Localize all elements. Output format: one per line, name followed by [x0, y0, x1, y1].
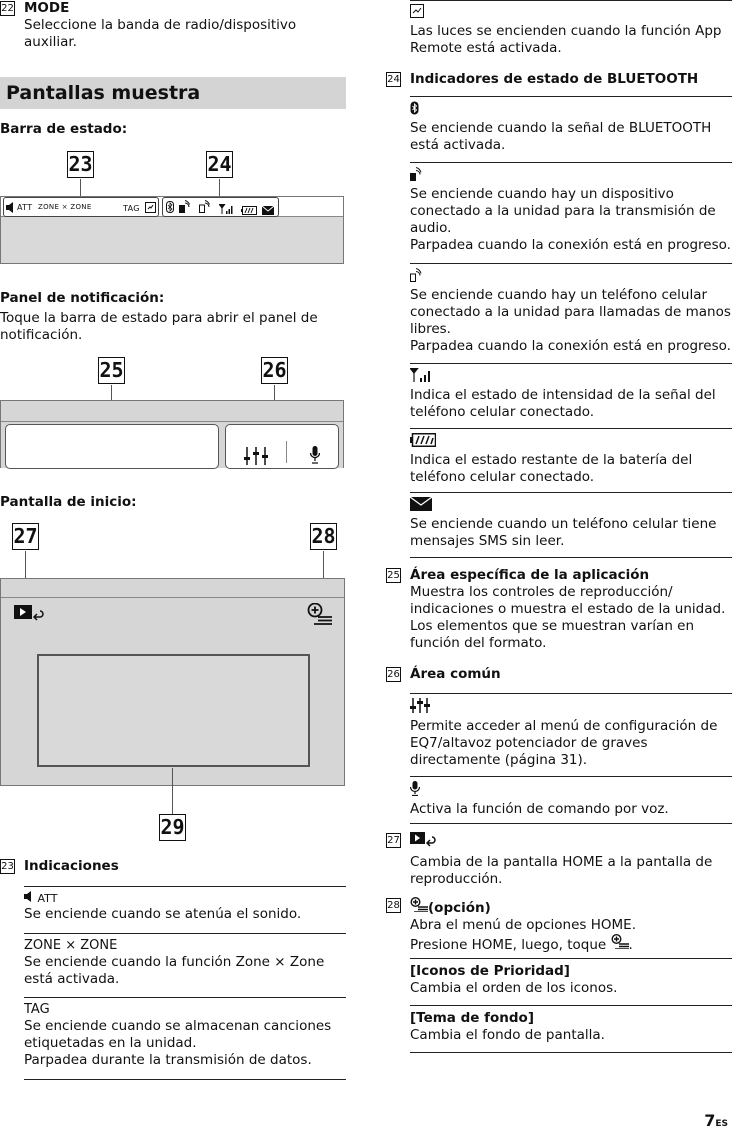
phone-desc: Se enciende cuando hay un teléfono celular conectado a la unidad para llamadas de manos libres.: [410, 287, 731, 337]
item-title: Indicadores de estado de BLUETOOTH: [410, 71, 699, 87]
playback-screen-icon[interactable]: [14, 605, 46, 630]
att-entry: [24, 886, 346, 923]
item-26: [386, 666, 732, 683]
app-remote-entry: [410, 0, 732, 57]
status-bar-heading: Barra de estado:: [0, 121, 128, 137]
tag-desc-2: Parpadea durante la transmisión de datos.: [24, 1052, 312, 1068]
zone-label: ZONE × ZONE: [24, 938, 118, 953]
item-number: 24: [387, 74, 400, 85]
divider: [410, 1052, 732, 1053]
item-number: 27: [387, 835, 400, 846]
bluetooth-icon: [410, 101, 732, 120]
item-22: [0, 0, 346, 51]
app-remote-icon: [145, 201, 156, 218]
tag-label: TAG: [123, 204, 140, 213]
item-27: [386, 832, 732, 888]
callout-25: 25: [99, 358, 124, 382]
priority-title: [Iconos de Prioridad]: [410, 963, 570, 979]
bluetooth-entry: [410, 96, 732, 154]
home-content-area: [37, 654, 310, 767]
indications-area: [3, 197, 159, 217]
zone-label: ZONE × ZONE: [38, 203, 92, 211]
common-area: [225, 424, 339, 469]
status-bar-screen: [0, 196, 344, 264]
playback-screen-icon: [386, 832, 732, 854]
item-title: Área común: [410, 666, 501, 682]
option-icon: [410, 900, 428, 916]
item-23: [0, 858, 346, 875]
callout-24: 24: [207, 152, 232, 176]
home-heading: Pantalla de inicio:: [0, 494, 137, 510]
item-number: 22: [1, 3, 14, 14]
audio-device-desc-2: Parpadea cuando la conexión está en progreso.: [410, 237, 731, 253]
priority-entry: [410, 958, 732, 997]
microphone-icon: [410, 781, 732, 801]
item-title: (opción): [428, 900, 491, 916]
app-remote-icon: [410, 4, 732, 23]
section-title: Pantallas muestra: [0, 77, 346, 109]
audio-device-desc: Se enciende cuando hay un dispositivo conectado a la unidad para la transmisión de audio.: [410, 186, 716, 236]
voice-entry: [410, 776, 732, 818]
item-number: 26: [387, 669, 400, 680]
zone-desc: Se enciende cuando la función Zone × Zone está activada.: [24, 954, 325, 987]
background-desc: Cambia el fondo de pantalla.: [410, 1027, 605, 1043]
item-number: 28: [387, 900, 400, 911]
zone-entry: [24, 933, 346, 988]
tag-entry: [24, 997, 346, 1069]
notification-panel-screen: [0, 400, 344, 468]
item-24: [386, 71, 732, 88]
item-25: [386, 567, 732, 652]
eq-icon: [410, 698, 732, 718]
audio-device-entry: [410, 162, 732, 254]
signal-entry: [410, 363, 732, 421]
item-desc-2-suffix: .: [628, 937, 633, 953]
bluetooth-desc: Se enciende cuando la señal de BLUETOOTH está activada.: [410, 120, 712, 153]
page-lang: ES: [715, 1119, 728, 1129]
sms-icon: [262, 203, 274, 220]
option-icon[interactable]: [307, 603, 333, 630]
signal-desc: Indica el estado de intensidad de la señal del teléfono celular conectado.: [410, 387, 716, 420]
speaker-icon: [24, 892, 34, 905]
audio-device-icon: [179, 200, 190, 218]
item-title: Área específica de la aplicación: [410, 567, 650, 583]
phone-desc-2: Parpadea cuando la conexión está en progreso.: [410, 338, 731, 354]
divider: [410, 823, 732, 824]
callout-27: 27: [13, 524, 38, 548]
leader-line: [172, 768, 173, 814]
notification-desc: Toque la barra de estado para abrir el panel de notificación.: [0, 310, 318, 343]
item-desc: Cambia de la pantalla HOME a la pantalla de reproducción.: [410, 854, 713, 887]
item-desc: Muestra los controles de reproducción/ indicaciones o muestra el estado de la unidad. Los elementos que se muestran varían en función del formato.: [410, 584, 726, 651]
item-number: 23: [1, 861, 14, 872]
option-icon: [611, 937, 629, 953]
page-number: 7ES: [704, 1111, 728, 1130]
audio-device-icon: [410, 167, 732, 186]
battery-icon: [241, 203, 257, 220]
microphone-icon[interactable]: [310, 446, 320, 469]
bluetooth-area: [162, 197, 279, 217]
battery-entry: [410, 428, 732, 486]
leader-line: [80, 179, 81, 196]
callout-28: 28: [311, 524, 336, 548]
phone-connection-icon: [199, 200, 210, 218]
att-label: ATT: [37, 892, 58, 905]
tag-desc: Se enciende cuando se almacenan canciones etiquetadas en la unidad.: [24, 1018, 332, 1051]
att-label: ATT: [17, 203, 33, 212]
eq-icon[interactable]: [244, 447, 268, 470]
callout-26: 26: [262, 358, 287, 382]
bluetooth-icon: [166, 201, 174, 218]
item-desc: Seleccione la banda de radio/dispositivo auxiliar.: [24, 17, 297, 50]
battery-icon: [410, 433, 732, 452]
home-screen: [0, 578, 345, 786]
item-28: [386, 897, 732, 954]
battery-desc: Indica el estado restante de la batería del teléfono celular conectado.: [410, 452, 693, 485]
item-desc-1: Abra el menú de opciones HOME.: [410, 917, 636, 933]
background-title: [Tema de fondo]: [410, 1010, 535, 1026]
sms-desc: Se enciende cuando un teléfono celular tiene mensajes SMS sin leer.: [410, 516, 717, 549]
item-number: 25: [387, 570, 400, 581]
phone-connection-icon: [410, 268, 732, 287]
sms-entry: [410, 492, 732, 550]
eq-desc: Permite acceder al menú de configuración de EQ7/altavoz potenciador de graves directamente (página 31).: [410, 718, 718, 768]
voice-desc: Activa la función de comando por voz.: [410, 801, 669, 817]
divider: [24, 1079, 346, 1080]
tag-label: TAG: [24, 1002, 50, 1017]
leader-line: [219, 179, 220, 196]
eq-entry: [410, 693, 732, 769]
signal-icon: [410, 368, 732, 387]
signal-icon: [219, 202, 233, 219]
item-title: Indicaciones: [24, 858, 119, 874]
background-entry: [410, 1005, 732, 1044]
priority-desc: Cambia el orden de los iconos.: [410, 980, 618, 996]
phone-entry: [410, 263, 732, 355]
item-desc-2: Presione HOME, luego, toque: [410, 937, 607, 953]
callout-23: 23: [68, 152, 93, 176]
speaker-icon: [6, 201, 16, 218]
divider: [410, 557, 732, 558]
callout-29: 29: [160, 815, 185, 839]
app-specific-area: [5, 424, 219, 469]
app-remote-desc: Las luces se encienden cuando la función App Remote está activada.: [410, 23, 722, 56]
notification-heading: Panel de notificación:: [0, 290, 165, 306]
sms-icon: [410, 497, 732, 516]
att-desc: Se enciende cuando se atenúa el sonido.: [24, 906, 302, 922]
item-title: MODE: [24, 0, 70, 16]
